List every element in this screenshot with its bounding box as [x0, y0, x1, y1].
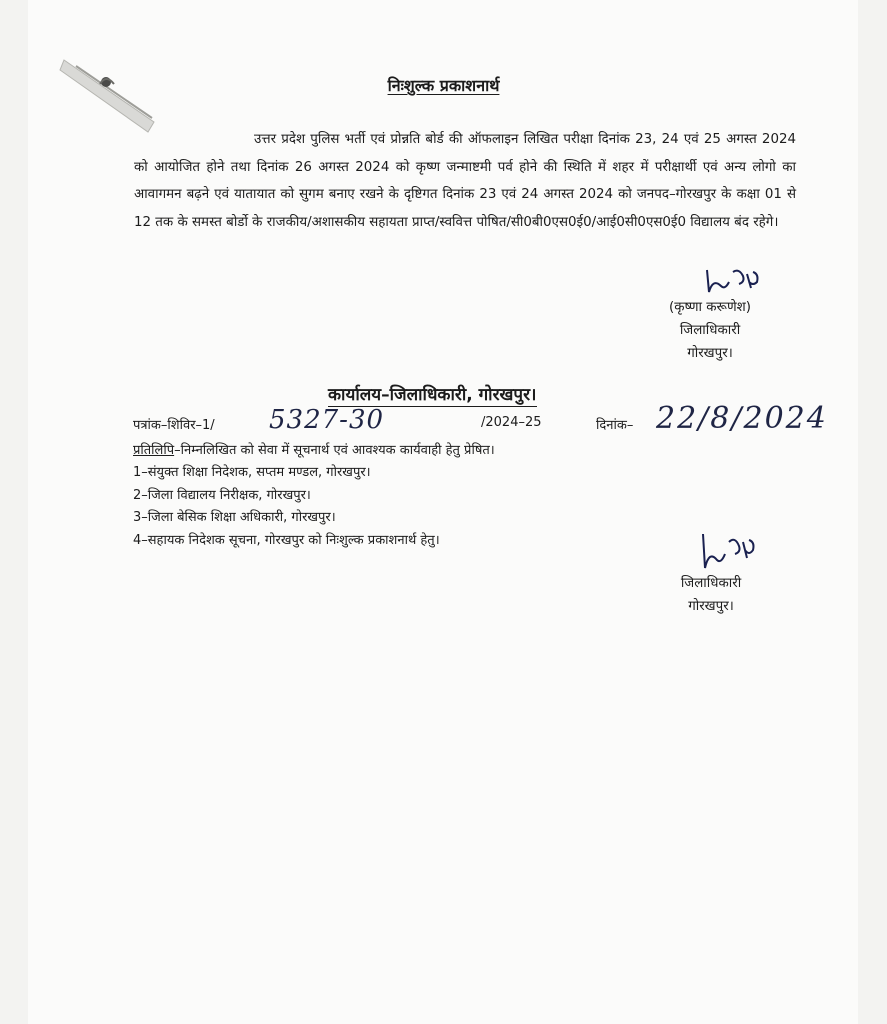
recipient-list — [133, 462, 440, 552]
signatory-name: (कृष्णा करूणेश) — [669, 300, 751, 315]
reference-number-handwritten: 5327-30 — [269, 405, 385, 435]
list-item: 2–जिला विद्यालय निरीक्षक, गोरखपुर। — [133, 487, 311, 503]
signatory-designation: जिलाधिकारी — [680, 576, 742, 591]
list-item: 4–सहायक निदेशक सूचना, गोरखपुर को निःशुल्क प्रकाशनार्थ हेतु। — [133, 532, 440, 548]
signature-block-1 — [640, 296, 780, 365]
date-label: दिनांक– — [596, 418, 634, 433]
notice-body: उत्तर प्रदेश पुलिस भर्ती एवं प्रोन्नति बोर्ड की ऑफलाइन लिखित परीक्षा दिनांक 23, 24 एवं 25 अगस्त 2024 को आयोजित होने तथा दिनांक 26 अगस्त 2024 को कृष्ण जन्माष्टमी पर्व होने की स्थिति में शहर में परीक्षार्थी एवं अन्य लोगो का आवागमन बढ़ने एवं यातायात को सुगम बनाए रखने के दृष्टिगत दिनांक 23 एवं 24 अगस्त 2024 को जनपद–गोरखपुर के कक्षा 01 से 12 तक के समस्त बोर्डो के राजकीय/अशासकीय सहायता प्राप्त/स्ववित्त पोषित/सी0बी0एस0ई0/आई0सी0एस0ई0 विद्यालय बंद रहेगे। — [134, 132, 796, 230]
signature-block-2 — [636, 572, 786, 618]
notice-title: निःशुल्क प्रकाशनार्थ — [387, 76, 500, 95]
office-heading: कार्यालय–जिलाधिकारी, गोरखपुर। — [328, 382, 537, 407]
copy-to-line — [133, 439, 495, 462]
list-item: 3–जिला बेसिक शिक्षा अधिकारी, गोरखपुर। — [133, 510, 336, 525]
signatory-place: गोरखपुर। — [688, 599, 734, 614]
reference-line — [133, 401, 833, 439]
copy-label: प्रतिलिपि — [133, 443, 175, 458]
signatory-place: गोरखपुर। — [687, 346, 733, 361]
list-item: 1–संयुक्त शिक्षा निदेशक, सप्तम मण्डल, गोरखपुर। — [133, 465, 371, 480]
signatory-designation: जिलाधिकारी — [679, 323, 741, 338]
reference-year: /2024–25 — [481, 415, 542, 430]
date-handwritten: 22/8/2024 — [656, 401, 828, 436]
copy-text: –निम्नलिखित को सेवा में सूचनार्थ एवं आवश्यक कार्यवाही हेतु प्रेषित। — [174, 443, 495, 458]
reference-label: पत्रांक–शिविर–1/ — [133, 418, 215, 433]
